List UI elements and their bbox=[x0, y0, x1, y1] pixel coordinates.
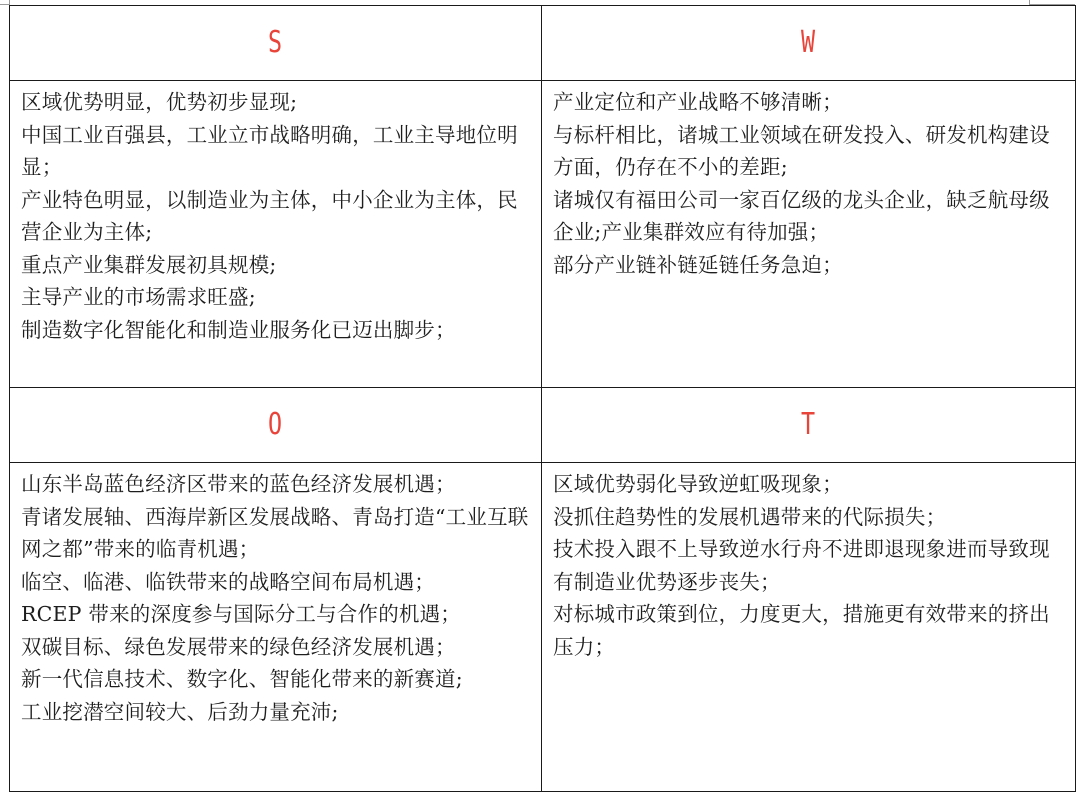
strengths-item: 重点产业集群发展初具规模; bbox=[21, 252, 277, 277]
opportunities-item: RCEP 带来的深度参与国际分工与合作的机遇； bbox=[21, 602, 461, 626]
swot-header-row-top bbox=[10, 6, 1076, 81]
opportunities-item: 山东半岛蓝色经济区带来的蓝色经济发展机遇； bbox=[21, 472, 456, 496]
weaknesses-item: 诸城仅有福田公司一家百亿级的龙头企业，缺乏航母级企业;产业集群效应有待加强； bbox=[553, 187, 1050, 244]
weaknesses-item: 部分产业链补链延链任务急迫； bbox=[553, 252, 843, 277]
threats-list bbox=[553, 468, 1067, 663]
opportunities-list bbox=[21, 468, 533, 728]
strengths-item: 中国工业百强县，工业立市战略明确，工业主导地位明显； bbox=[21, 122, 518, 179]
strengths-header-cell bbox=[10, 6, 542, 81]
strengths-item: 制造数字化智能化和制造业服务化已迈出脚步； bbox=[21, 317, 456, 342]
weaknesses-cell bbox=[542, 81, 1076, 388]
opportunities-cell bbox=[10, 463, 542, 792]
opportunities-item: 临空、临港、临铁带来的战略空间布局机遇； bbox=[21, 569, 435, 594]
strengths-letter: S bbox=[268, 25, 283, 60]
strengths-item: 区域优势明显，优势初步显现; bbox=[21, 90, 298, 114]
weaknesses-item: 与标杆相比，诸城工业领域在研发投入、研发机构建设方面，仍存在不小的差距; bbox=[553, 122, 1050, 179]
strengths-item: 产业特色明显，以制造业为主体，中小企业为主体，民营企业为主体; bbox=[21, 187, 518, 244]
threats-item: 对标城市政策到位，力度更大，措施更有效带来的挤出压力； bbox=[553, 602, 1050, 659]
weaknesses-list bbox=[553, 86, 1067, 281]
threats-letter: T bbox=[801, 407, 816, 442]
opportunities-item: 青诸发展轴、西海岸新区发展战略、青岛打造“工业互联网之都”带来的临青机遇； bbox=[21, 504, 529, 561]
strengths-item: 主导产业的市场需求旺盛; bbox=[21, 285, 256, 309]
threats-item: 没抓住趋势性的发展机遇带来的代际损失； bbox=[553, 504, 947, 529]
opportunities-letter: O bbox=[268, 407, 283, 442]
opportunities-item: 新一代信息技术、数字化、智能化带来的新赛道; bbox=[21, 667, 463, 691]
swot-header-row-bottom bbox=[10, 388, 1076, 463]
weaknesses-header-cell bbox=[542, 6, 1076, 81]
weaknesses-item: 产业定位和产业战略不够清晰； bbox=[553, 90, 843, 114]
threats-cell bbox=[542, 463, 1076, 792]
opportunities-item: 工业挖潜空间较大、后劲力量充沛; bbox=[21, 699, 339, 724]
threats-item: 区域优势弱化导致逆虹吸现象； bbox=[553, 472, 843, 496]
opportunities-item: 双碳目标、绿色发展带来的绿色经济发展机遇； bbox=[21, 634, 456, 659]
strengths-list bbox=[21, 86, 533, 346]
opportunities-header-cell bbox=[10, 388, 542, 463]
swot-body-row-top bbox=[10, 81, 1076, 388]
swot-body-row-bottom bbox=[10, 463, 1076, 792]
threats-header-cell bbox=[542, 388, 1076, 463]
swot-table bbox=[9, 5, 1076, 792]
weaknesses-letter: W bbox=[801, 25, 816, 60]
strengths-cell bbox=[10, 81, 542, 388]
threats-item: 技术投入跟不上导致逆水行舟不进即退现象进而导致现有制造业优势逐步丧失； bbox=[553, 537, 1050, 594]
